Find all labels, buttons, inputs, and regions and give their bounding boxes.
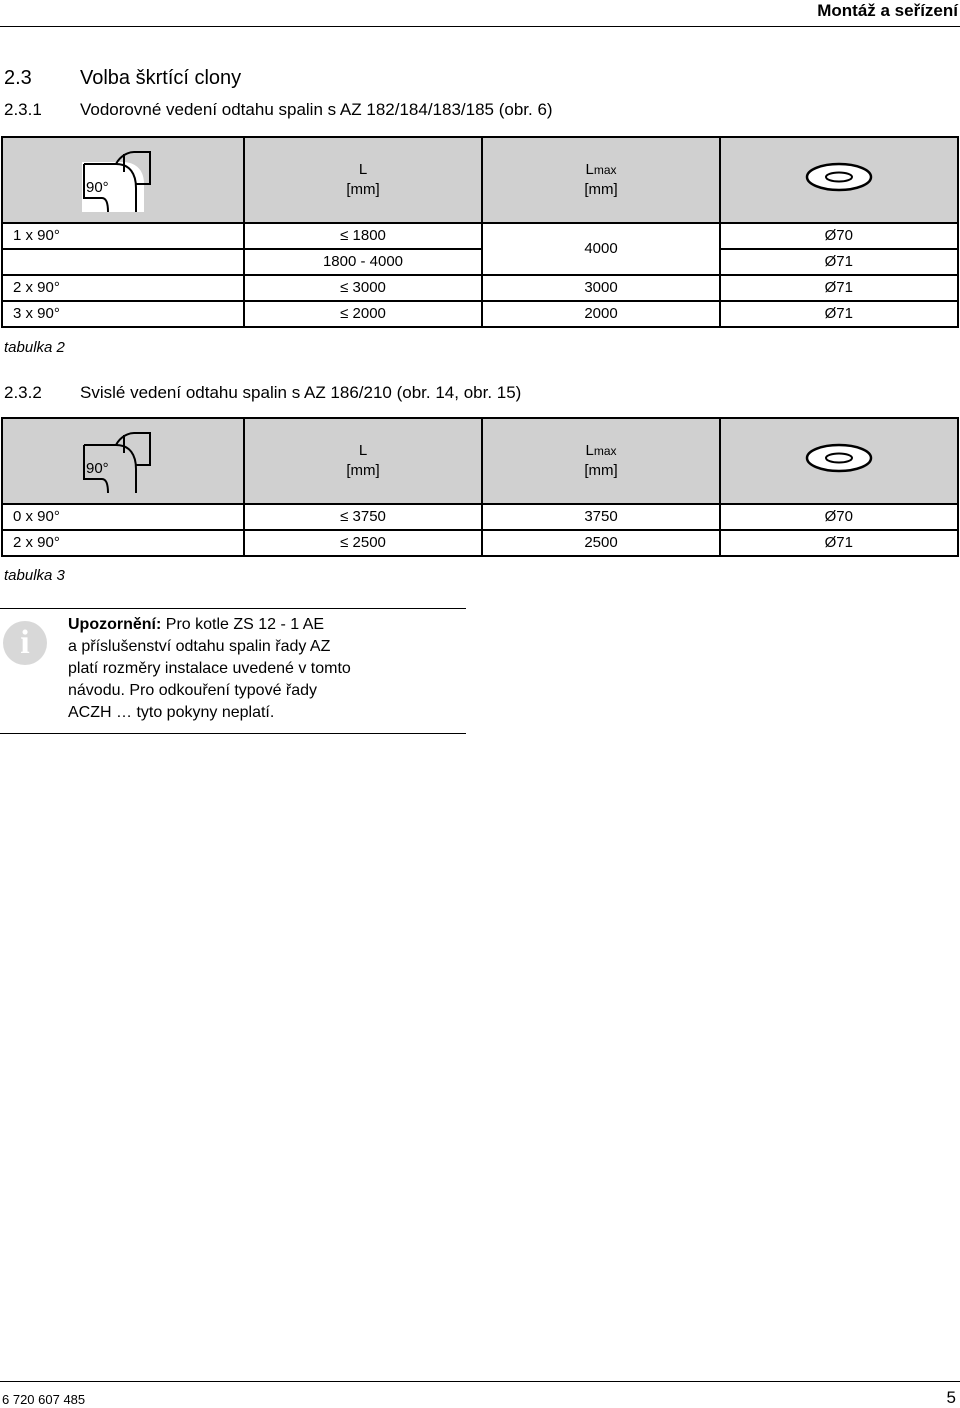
footer-divider (0, 1381, 960, 1382)
lmax-cell: 3750 (482, 504, 720, 530)
diameter-cell: Ø71 (720, 275, 958, 301)
subsection-number: 2.3.2 (4, 383, 42, 402)
lmax-header-cell (482, 418, 720, 504)
l-header-unit: [mm] (346, 181, 380, 198)
notice-line-5: ACZH … tyto pokyny neplatí. (68, 704, 275, 721)
table-header-row (2, 418, 958, 504)
elbow-angle-label: 90° (86, 460, 109, 477)
lmax-header-label: L (585, 442, 594, 459)
restrictor-disc-icon (804, 440, 874, 476)
header-divider (0, 26, 960, 27)
restrictor-disc-icon (804, 159, 874, 195)
lmax-cell: 3000 (482, 275, 720, 301)
elbows-cell: 2 x 90° (2, 275, 244, 301)
l-header-unit: [mm] (346, 462, 380, 479)
lmax-cell: 2000 (482, 301, 720, 327)
l-cell: ≤ 2000 (244, 301, 482, 327)
table-row (2, 530, 958, 556)
subsection-title: Svislé vedení odtahu spalin s AZ 186/210 (obr. 14, obr. 15) (80, 383, 522, 402)
table-row (2, 275, 958, 301)
section-title: Volba škrtící clony (80, 67, 242, 89)
table-row (2, 504, 958, 530)
elbows-cell: 3 x 90° (2, 301, 244, 327)
diameter-cell: Ø70 (720, 504, 958, 530)
notice-line-2: a příslušenství odtahu spalin řady AZ (68, 638, 331, 655)
subsection-title: Vodorovné vedení odtahu spalin s AZ 182/184/183/185 (obr. 6) (80, 100, 553, 119)
document-number: 6 720 607 485 (2, 1392, 86, 1407)
diameter-cell: Ø70 (720, 223, 958, 249)
l-header-cell (244, 418, 482, 504)
elbow-90-icon (78, 142, 168, 212)
notice-label: Upozornění: (68, 616, 162, 633)
diameter-cell: Ø71 (720, 530, 958, 556)
table-header-row (2, 137, 958, 223)
l-cell: ≤ 1800 (244, 223, 482, 249)
elbows-cell: 1 x 90° (2, 223, 244, 249)
restrictor-header-cell (720, 418, 958, 504)
page-number: 5 (946, 1388, 956, 1407)
subsection-number: 2.3.1 (4, 100, 42, 119)
lmax-header-cell (482, 137, 720, 223)
l-cell: 1800 - 4000 (244, 249, 482, 275)
l-cell: ≤ 3750 (244, 504, 482, 530)
lmax-cell: 4000 (482, 223, 720, 275)
l-header-cell (244, 137, 482, 223)
restrictor-table-horizontal (1, 136, 959, 328)
notice-text (68, 614, 458, 724)
section-number: 2.3 (4, 67, 32, 89)
notice-bottom-rule (0, 733, 466, 734)
table-caption: tabulka 2 (4, 339, 65, 356)
elbows-cell: 0 x 90° (2, 504, 244, 530)
lmax-header-unit: [mm] (584, 462, 618, 479)
running-header: Montáž a seřízení (817, 1, 958, 20)
diameter-cell: Ø71 (720, 249, 958, 275)
elbows-cell: 2 x 90° (2, 530, 244, 556)
table-row (2, 249, 958, 275)
lmax-header-unit: [mm] (584, 181, 618, 198)
elbow-90-icon (78, 423, 168, 493)
l-cell: ≤ 2500 (244, 530, 482, 556)
notice-line-1: Pro kotle ZS 12 - 1 AE (161, 616, 325, 633)
lmax-cell: 2500 (482, 530, 720, 556)
elbow-angle-label: 90° (86, 179, 109, 196)
lmax-header-sub: max (593, 444, 617, 458)
notice-top-rule (0, 608, 466, 609)
lmax-header-label: L (585, 161, 594, 178)
elbow-header-cell (2, 137, 244, 223)
table-row (2, 223, 958, 249)
restrictor-table-vertical (1, 417, 959, 557)
info-icon: i (3, 621, 47, 665)
notice-line-4: návodu. Pro odkouření typové řady (68, 682, 318, 699)
elbows-cell (2, 249, 244, 275)
l-header-label: L (358, 161, 368, 178)
elbow-header-cell (2, 418, 244, 504)
notice-line-3: platí rozměry instalace uvedené v tomto (68, 660, 351, 677)
table-row (2, 301, 958, 327)
lmax-header-sub: max (593, 163, 617, 177)
diameter-cell: Ø71 (720, 301, 958, 327)
restrictor-header-cell (720, 137, 958, 223)
table-caption: tabulka 3 (4, 567, 65, 584)
l-cell: ≤ 3000 (244, 275, 482, 301)
l-header-label: L (358, 442, 368, 459)
